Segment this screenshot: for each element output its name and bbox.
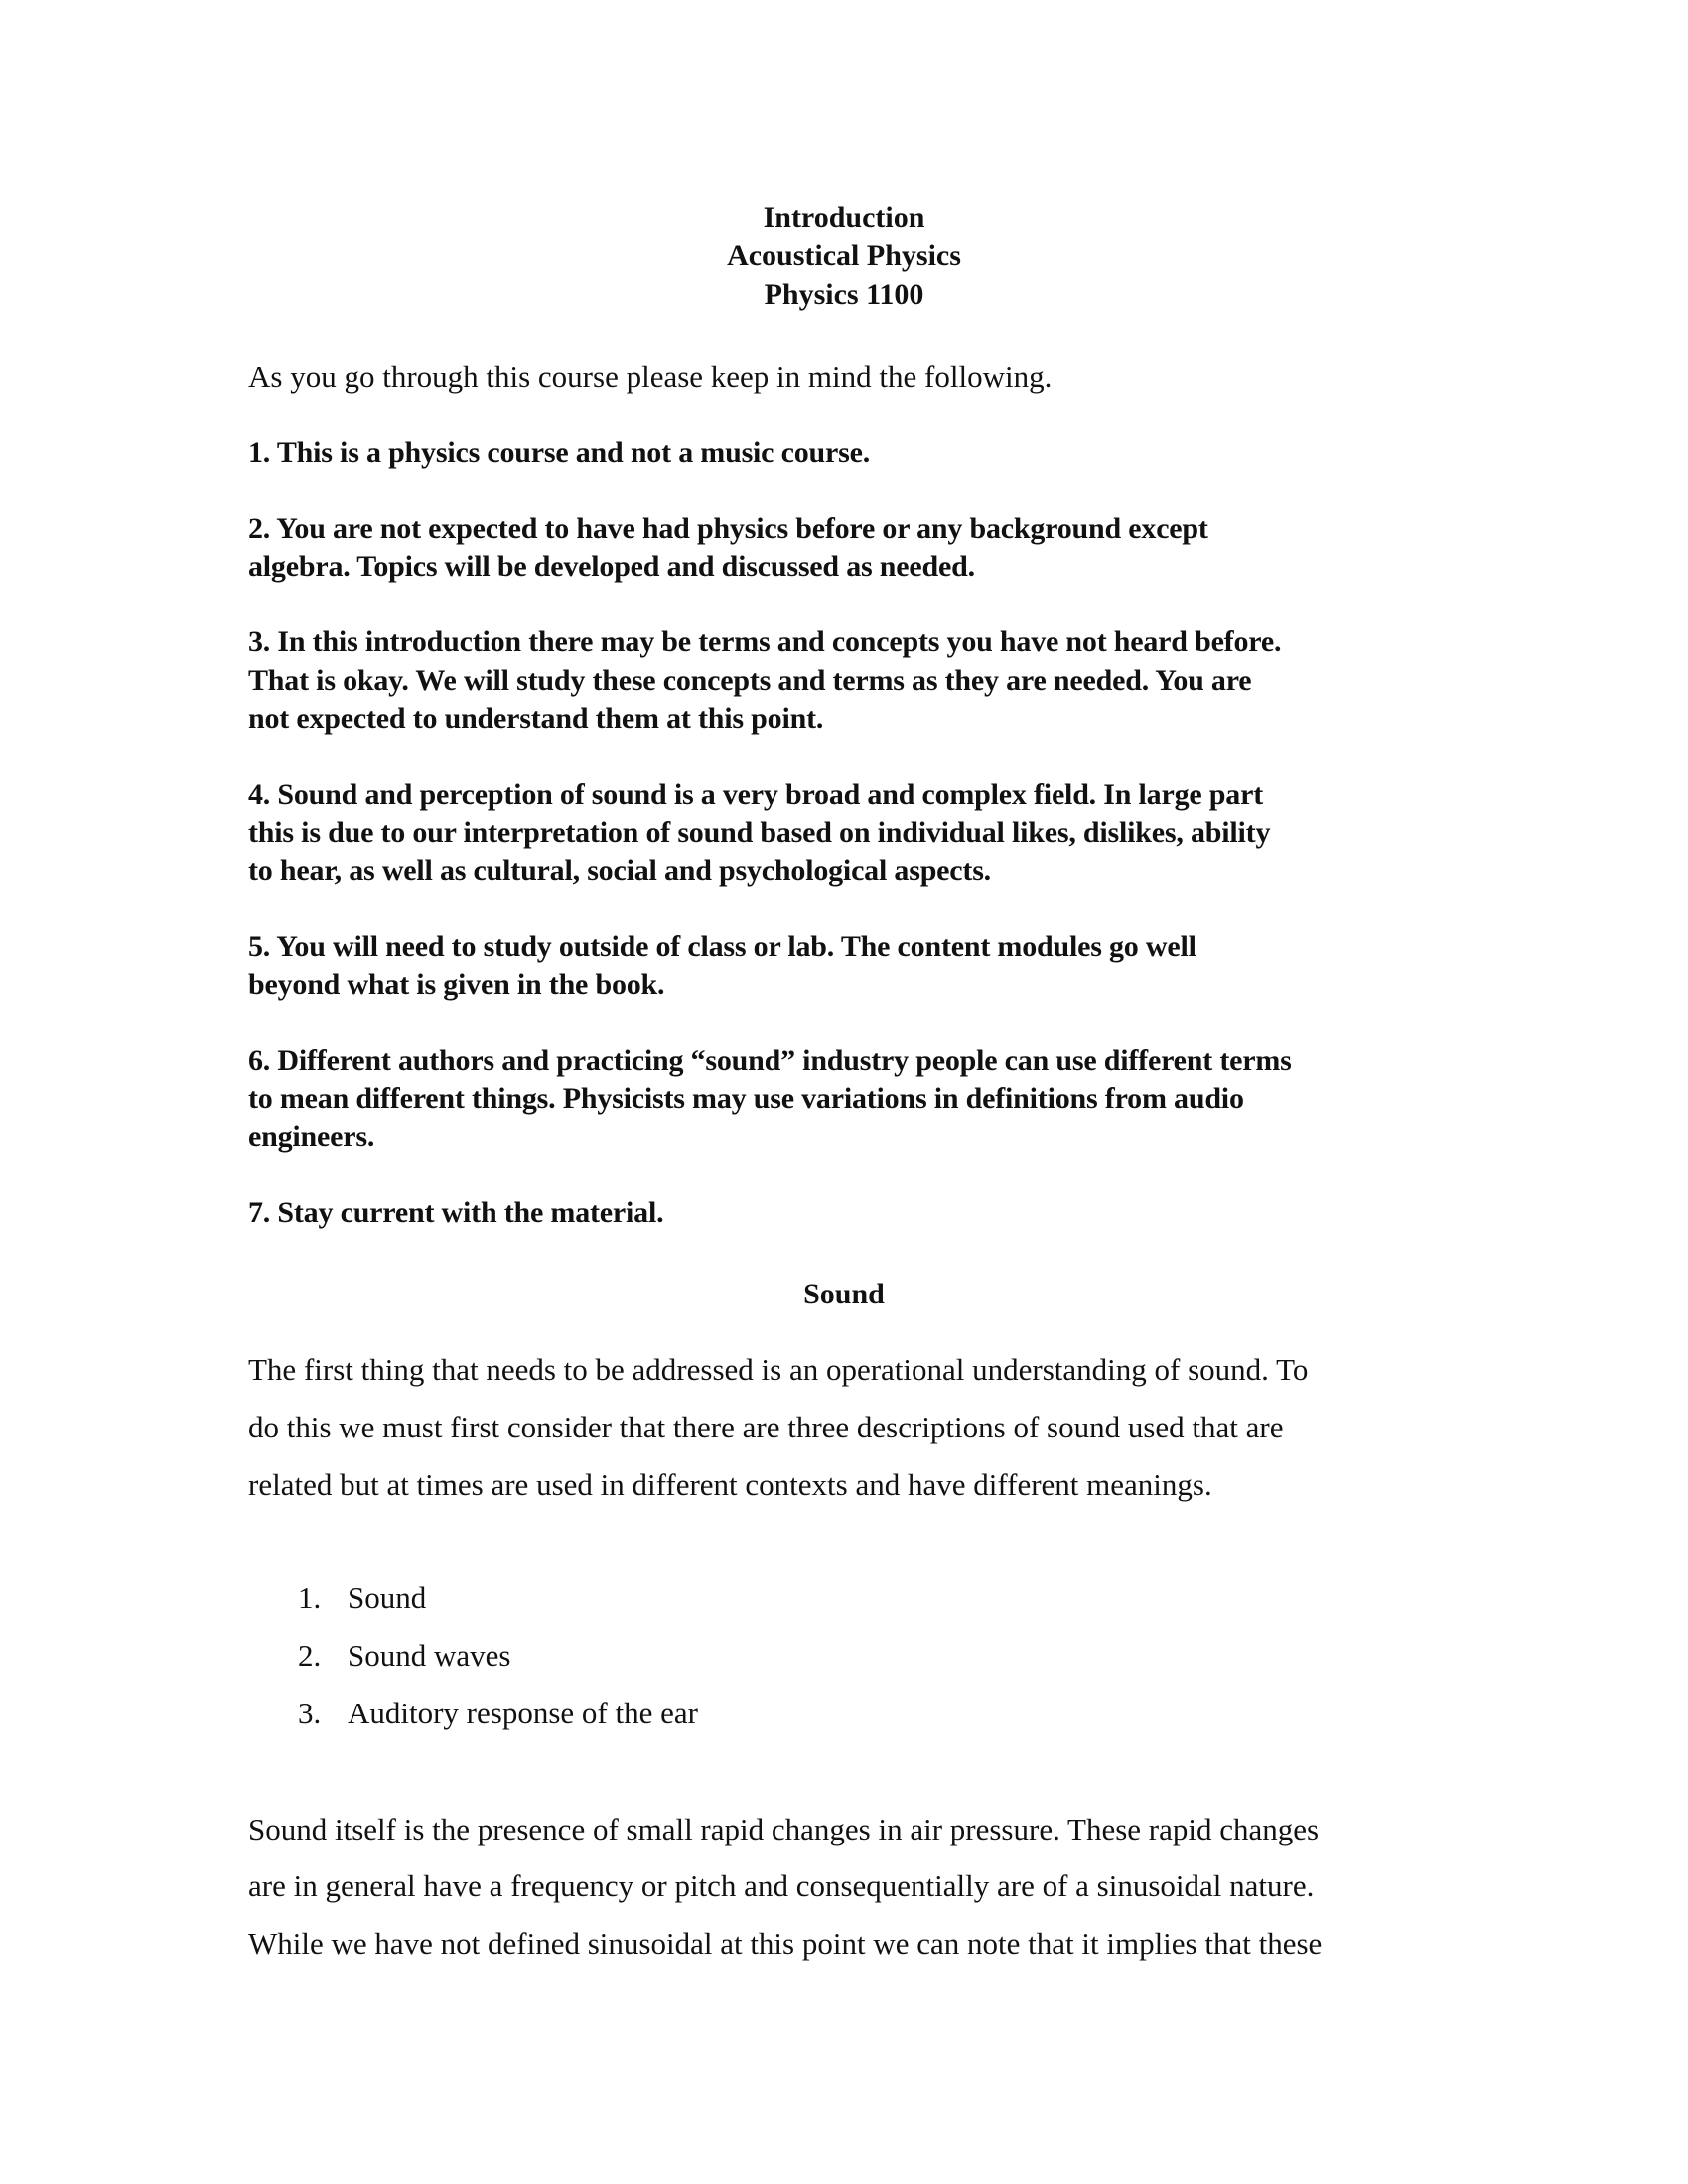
para1-line-3: related but at times are used in different contexts and have different meanings. xyxy=(248,1467,1212,1502)
point-3-line-1: 3. In this introduction there may be terms and concepts you have not heard before. xyxy=(248,625,1282,658)
para1-line-2: do this we must first consider that there are three descriptions of sound used that are xyxy=(248,1410,1284,1444)
section-heading-sound: Sound xyxy=(803,1278,885,1310)
list-item-3-label: Auditory response of the ear xyxy=(348,1696,698,1730)
list-item-3-number: 3. xyxy=(298,1696,322,1730)
list-item-1-label: Sound xyxy=(348,1580,427,1615)
point-5-line-2: beyond what is given in the book. xyxy=(248,968,665,1001)
point-4-line-2: this is due to our interpretation of sound based on individual likes, dislikes, ability xyxy=(248,816,1271,849)
point-6-line-1: 6. Different authors and practicing “sound” industry people can use different terms xyxy=(248,1044,1292,1077)
point-4-line-1: 4. Sound and perception of sound is a very broad and complex field. In large part xyxy=(248,778,1263,811)
intro-text: As you go through this course please keep in mind the following. xyxy=(248,359,1053,394)
point-1-line-1: 1. This is a physics course and not a music course. xyxy=(248,436,870,469)
point-5-line-1: 5. You will need to study outside of class or lab. The content modules go well xyxy=(248,930,1196,963)
list-item-2-number: 2. xyxy=(298,1638,322,1673)
point-3-line-3: not expected to understand them at this point. xyxy=(248,702,824,735)
point-2-line-2: algebra. Topics will be developed and discussed as needed. xyxy=(248,550,975,583)
point-3-line-2: That is okay. We will study these concepts and terms as they are needed. You are xyxy=(248,664,1252,697)
list-item-1-number: 1. xyxy=(298,1580,322,1615)
list-item-2-label: Sound waves xyxy=(348,1638,511,1673)
point-6-line-3: engineers. xyxy=(248,1120,375,1153)
para1-line-1: The first thing that needs to be addressed is an operational understanding of sound. To xyxy=(248,1352,1309,1387)
point-2-line-1: 2. You are not expected to have had physics before or any background except xyxy=(248,512,1208,545)
title-line-3: Physics 1100 xyxy=(764,278,924,311)
para2-line-3: While we have not defined sinusoidal at this point we can note that it implies that these xyxy=(248,1926,1323,1961)
para2-line-2: are in general have a frequency or pitch and consequentially are of a sinusoidal nature. xyxy=(248,1868,1315,1903)
point-4-line-3: to hear, as well as cultural, social and psychological aspects. xyxy=(248,854,991,887)
point-7-line-1: 7. Stay current with the material. xyxy=(248,1196,664,1229)
para2-line-1: Sound itself is the presence of small rapid changes in air pressure. These rapid changes xyxy=(248,1812,1320,1846)
title-line-2: Acoustical Physics xyxy=(727,239,961,272)
point-6-line-2: to mean different things. Physicists may use variations in definitions from audio xyxy=(248,1082,1244,1115)
title-line-1: Introduction xyxy=(763,202,925,234)
